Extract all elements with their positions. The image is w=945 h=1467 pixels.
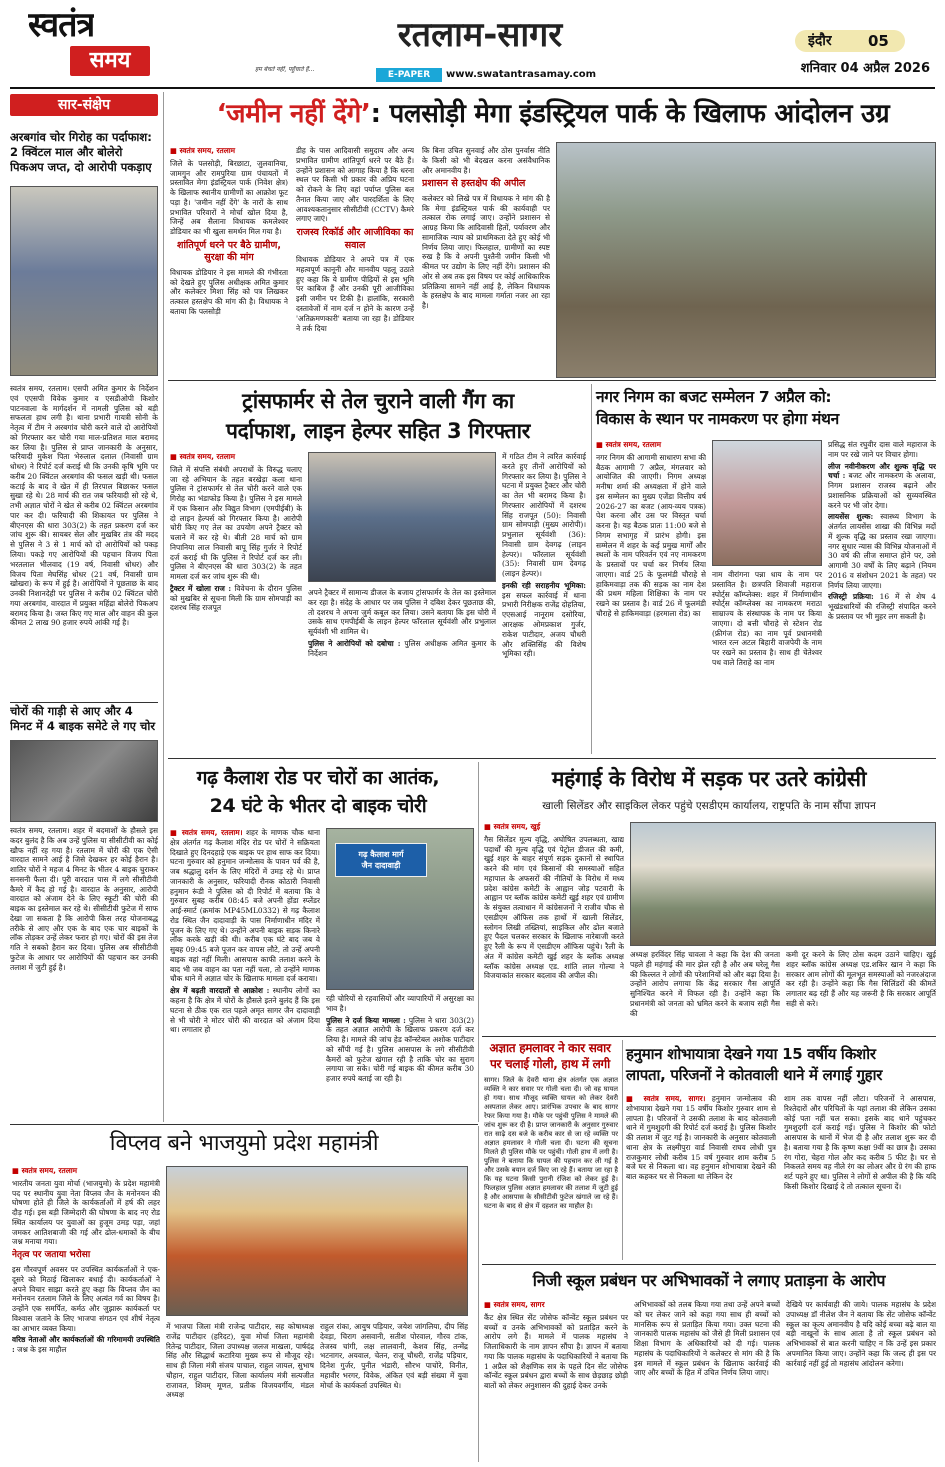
lead-protest-photo <box>556 142 936 378</box>
sidebar-story1-body: स्वतंत्र समय, रतलाम। एसपी अमित कुमार के निर्देशन एवं एएसपी विवेक कुमार व एसडीओपी किशोर पाटनवाला के मार्गदर्शन में नामली पुलिस को बड़ी सफलता हाथ लगी है। थाना प्रभारी गायत्री सोनी के नेतृत्व में टीम ने अरबगांव चोरी करने वाले दो आरोपियों को गिरफ्तार कर चोरी गया माल-प्रतिशत माल बरामद कर लिया है। पुलिस से प्राप्त जानकारी के अनुसार, फरियादी मुकेश पिता भेरुलाल दलाल (निवासी ग्राम धोधर) ने रिपोर्ट दर्ज कराई थी कि उनकी कृषि भूमि पर करीब 20 क्विंटल अरबगांव की फसल खड़ी थी। फसल कटाई के बाद वे खेत में ही तिरपाल बिछाकर फसल सुखा रहे थे। 28 मार्च की रात जब फरियादी सो रहे थे, तभी अज्ञात चोरों ने खेत से करीब 02 क्विंटल अरबगांव पार कर दी। फरियादी की शिकायत पर पुलिस ने बीएनएस की धारा 303(2) के तहत प्रकरण दर्ज कर जांच शुरू की। सायबर सेल और मुखबिर तंत्र की मदद से पुलिस ने 3 से 1 मार्च को दो आरोपियों को पकड़ लिया। पकड़े गए आरोपियों की पहचान विजय पिता भरतलाल भीलवाद (19 वर्ष, निवासी धोधर) और विजय पिता मेघसिंह धोधर (21 वर्ष, निवासी ग्राम खोखरा) के रूप में हुई है। आरोपियों ने पूछताछ के बाद उनकी निशानदेही पर पुलिस ने करीब 02 क्विंटल चोरी गया अरबगांव, वारदात में प्रयुक्त महिंद्रा बोलेरो पिकअप बरामद किया है। जब्त किए गए माल और वाहन की कुल कीमत 2 लाख 90 हजार रुपये आंकी गई है। <box>10 384 158 628</box>
sidebar-story2-headline: चोरों की गाड़ी से आए और 4 मिनट में 4 बाइक समेटे ले गए चोर <box>10 704 156 733</box>
congress-rally-photo <box>630 822 936 946</box>
transformer-column-3: में गठित टीम ने त्वरित कार्रवाई करते हुए तीनों आरोपियों को गिरफ्तार कर लिया है। पुलिस ने घटना में प्रयुक्त ट्रैक्टर और चोरी का तेल भी बरामद किया है। गिरफ्तार आरोपियों में दशरथ सिंह राजपूत (50): निवासी ग्राम सोमपाड़ी (मुख्य आरोपी)। प्रभुलाल सूर्यवंशी (36): निवासी ग्राम देवगढ़ (लाइन हेल्पर)। फॉरलाल सूर्यवंशी (35): निवासी ग्राम देवगढ़ (लाइन हेल्पर)। इनकी रही सराहनीय भूमिका: इस सफल कार्रवाई में थाना प्रभारी निरीक्षक राजेंद्र दोहतिया, एएसआई नानूराम दसोरिया, आरक्षक ओमप्रकाश गुर्जर, राकेश पाटीदार, अजय चौधरी और शक्तिसिंह की विशेष भूमिका रही। <box>502 452 586 659</box>
lead-headline-rest: : पलसोड़ी मेगा इंडस्ट्रियल पार्क के खिलाफ आंदोलन उग्र <box>370 99 890 129</box>
congress-headline: महंगाई के विरोध में सड़क पर उतरे कांग्रेसी <box>551 767 867 791</box>
page-number: 05 <box>868 32 889 50</box>
congress-column-1: ■ स्वतंत्र समय, खुई गैस सिलेंडर मूल्य वृद्धि, अघोषित उपलब्धता, खाद्य पदार्थों की मूल्य वृद्धि एवं पेट्रोल डीजल की कमी, खुई शहर के बाहर संपूर्ण सड़क दुकानों से स्थापित करने की मांग एवं किसानों की समस्याओं सहित महापाल के अफसरों की नीतियों के विरोध में मध्य प्रदेश कांग्रेस कमेटी के आह्वान जोड़ पटवारी के आह्वान पर ब्लॉक कांग्रेस कमेटी खुई शहर एवं ग्रामीण के संयुक्त तत्वाधान में कांग्रेसजनों ने राजीव चौक से एसडीएम ऑफिस तक हाथों में खाली सिलेंडर, स्लोगन लिखी तख्तियां, साइकिल और ढोल बजाते हुए पैदल चलकर सरकार के खिलाफ नारेबाजी करते हुए रैली के रूप में एसडीएम ऑफिस पहुंचे। रैली के अंत में कांग्रेस कमेटी खुई शहर के ब्लॉक अध्यक्ष ब्लॉक कांग्रेस अध्यक्ष एड. शांति लाल गोल्या ने विजयाकांत सरकार बदलाव की अपील की। <box>484 822 624 1032</box>
congress-bottom-rule <box>482 1036 936 1037</box>
private-school-top-rule <box>482 1264 936 1265</box>
lead-column-1: ■ स्वतंत्र समय, रतलाम जिले के पलसोड़ी, बिरछाटा, जुलवानिया, जामगुन और रामपुरिया ग्राम पंचायतों में प्रस्तावित मेगा इंडस्ट्रियल पार्क (निवेश क्षेत्र) के खिलाफ स्थानीय ग्रामीणों का आक्रोश फूट पड़ा है। 'जमीन नहीं देंगे' के नारों के साथ प्रभावित परिवारों ने मोर्चा खोल दिया है, जिन्हें अब सैलाना विधायक कमलेश्वर डोडियार का भी खुला समर्थन मिल गया है। शांतिपूर्ण धरने पर बैठे ग्रामीण, सुरक्षा की मांग विधायक डोडियार ने इस मामले की गंभीरता को देखते हुए पुलिस अधीक्षक अमित कुमार और कलेक्टर मिशा सिंह को पत्र लिखकर तत्काल हस्तक्षेप की मांग की है। विधायक ने बताया कि पलसोड़ी <box>170 146 288 376</box>
nagar-nigam-column-1: ■ स्वतंत्र समय, रतलाम नगर निगम की आगामी साधारण सभा की बैठक आगामी 7 अप्रैल, मंगलवार को आयोजित की जाएगी। निगम अध्यक्ष मनीषा शर्मा की अध्यक्षता में होने वाले इस सम्मेलन का मुख्य एजेंडा वित्तीय वर्ष 2026-27 का बजट (आय-व्यय पत्रक) पेश करना और उस पर विस्तृत चर्चा करना है। यह बैठक प्रातः 11:00 बजे से निगम सभागृह में प्रारंभ होगी। इस सम्मेलन में शहर के कई प्रमुख मार्गों और स्थलों के नाम परिवर्तन एवं नए नामकरण के प्रस्तावों पर चर्चा कर निर्णय लिया जाएगा। वार्ड 25 के फूलमंडी चौराहे से हाकिमवाड़ा तक की सड़क का नाम देश की प्रथम महिला शिक्षिका के नाम पर रखने का प्रस्ताव है। वार्ड 26 में फूलमंडी चौराहे से हाकिमवाड़ा (हरमाला रोड) का <box>596 440 706 756</box>
transformer-column-1: ■ स्वतंत्र समय, रतलाम जिले में संपत्ति संबंधी अपराधों के विरुद्ध चलाए जा रहे अभियान के तहत बरखेड़ा कला थाना पुलिस ने ट्रांसफार्मर से तेल चोरी करने वाले एक गिरोह का भंडाफोड़ किया है। पुलिस ने इस मामले में एक किसान और विद्युत विभाग (एमपीईबी) के दो लाइन हेल्पर्स को गिरफ्तार किया है। आरोपी चोरी किए गए तेल का उपयोग अपने ट्रैक्टर को चलाने में कर रहे थे। बीती 28 मार्च को ग्राम निपानिया लाल निवासी बापू सिंह गुर्जर ने रिपोर्ट दर्ज कराई थी कि पुलिस ने रिपोर्ट दर्ज कर ली। पुलिस ने बीएनएस की धारा 303(2) के तहत मामला दर्ज कर जांच शुरू की थी। ट्रैक्टर में खोला राज : विवेचना के दौरान पुलिस को मुखबिर से सूचना मिली कि ग्राम सोमपाड़ी का दशरथ सिंह राजपूत <box>170 452 302 752</box>
nagar-nigam-headline: नगर निगम का बजट सम्मेलन 7 अप्रैल को: विकास के स्थान पर नामकरण पर होगा मंथन <box>596 388 839 428</box>
hanuman-headline: हनुमान शोभायात्रा देखने गया 15 वर्षीय किशोर लापता, परिजनों ने कोतवाली थाने में लगाई गुहार <box>626 1045 883 1084</box>
transformer-photo <box>308 452 496 582</box>
lead-bottom-rule <box>168 380 936 381</box>
sidebar-divider <box>10 702 158 703</box>
ajnat-hamlavar-headline: अज्ञात हमलावर ने कार सवार पर चलाई गोली, हाथ में लगी <box>489 1041 611 1071</box>
gadh-kailash-photo <box>326 828 474 990</box>
transformer-column-2: अपने ट्रैक्टर में सामान्य डीजल के बजाय ट्रांसफार्मर के तेल का इस्तेमाल कर रहा है। संदेह के आधार पर जब पुलिस ने दबिश देकर पूछताछ की, तो दशरथ ने अपना जुर्म कबूल कर लिया। उसने बताया कि इस चोरी में उसके साथ एमपीईबी के लाइन हेल्पर फॉरलाल सूर्यवंशी और प्रभुलाल सूर्यवंशी भी शामिल थे। पुलिस ने आरोपियों को दबोचा : पुलिस अधीक्षक अमित कुमार के निर्देशन <box>308 588 496 658</box>
private-school-headline: निजी स्कूल प्रबंधन पर अभिभावकों ने लगाए प्रताड़ना के आरोप <box>532 1271 886 1290</box>
lead-byline: ■ स्वतंत्र समय, रतलाम <box>170 146 288 156</box>
private-school-column-2: अभिभावकों को तलब किया गया तथा उन्हें अपने बच्चों को घर लेकर जाने को कहा गया साथ ही बच्चों को मानसिक रूप से प्रताड़ित किया गया। उक्त घटना की जानकारी पालक महासंघ को जैसे ही मिली प्रशासन एवं शिक्षा विभाग के अधिकारियों को दी गई। पालक महासंघ के पदाधिकारियों ने कलेक्टर से मांग की है कि इस मामले में स्कूल प्रबंधन के खिलाफ कार्रवाई की जाए और बच्चों के हित में उचित निर्णय लिया जाए। <box>634 1300 780 1378</box>
epaper-label: E-PAPER <box>376 68 442 82</box>
hanuman-column-2: शाम तक वापस नहीं लौटा। परिजनों ने आसपास, रिश्तेदारों और परिचितों के यहां तलाश की लेकिन उसका कोई पता नहीं चल सका। इसके बाद थाने पहुंचकर गुमशुदगी दर्ज कराई गई। पुलिस ने किशोर की फोटो आसपास के थानों में भेज दी है और तलाश शुरू कर दी है। बताया गया है कि कृष्ण कक्षा 9वीं का छात्र है। उसका रंग गोरा, चेहरा गोल और कद करीब 5 फीट है। घर से निकलते समय वह नीले रंग का लोअर और ग्रे रंग की हाफ शर्ट पहने हुए था। पुलिस ने लोगों से अपील की है कि यदि किसी किशोर दिखाई दे तो तत्काल सूचना दें। <box>784 1094 936 1191</box>
masthead <box>0 0 945 88</box>
gadh-kailash-headline: गढ़ कैलाश रोड पर चोरों का आतंक, 24 घंटे के भीतर दो बाइक चोरी <box>196 767 440 817</box>
gadh-kailash-column-1: ■ स्वतंत्र समय, रतलाम। शहर के माणक चौक थाना क्षेत्र अंतर्गत गढ़ कैलाश मंदिर रोड पर चोरों ने सक्रियता दिखाते हुए दिनदहाड़े एक बाइक पर हाथ साफ कर दिया। घटना गुरुवार को हनुमान जन्मोत्सव के पावन पर्व की है, जब श्रद्धालु दर्शन के लिए मंदिरों में उमड़ रहे थे। प्राप्त जानकारी के अनुसार, फरियादी रौनक कोठारी निवासी हनुमान रूंडी ने पुलिस को दी रिपोर्ट में बताया कि वे गुरुवार सुबह करीब 08:45 बजे अपनी होंडा स्प्लेंडर आई-स्मार्ट (क्रमांक MP45ML0332) से गढ़ कैलाश रोड स्थित जैन दादावाड़ी के पास निर्माणाधीन मंदिर में पूजन के लिए गए थे। उन्होंने अपनी बाइक सड़क किनारे लॉक करके खड़ी की थी। करीब एक घंटे बाद जब वे सुबह 09:45 बजे पूजन कर वापस लौटे, तो उन्हें अपनी बाइक वहां नहीं मिली। आसपास काफी तलाश करने के बाद भी जब वाहन का पता नहीं चला, तो उन्होंने माणक चौक थाने में अज्ञात चोर के खिलाफ मामला दर्ज कराया। क्षेत्र में बढ़ती वारदातों से आक्रोश : स्थानीय लोगों का कहना है कि क्षेत्र में चोरों के हौसले इतने बुलंद हैं कि इस घटना से ठीक एक रात पहले अमृत सागर जैन दादावाड़ी से भी चोरी ने मोटर चोरी की वारदात को अंजाम दिया था। लगातार हो <box>170 828 320 1122</box>
lead-column-3: कि बिना उचित सुनवाई और ठोस पुनर्वास नीति के किसी को भी बेदखल करना असंवैधानिक और अमानवीय है। प्रशासन से हस्तक्षेप की अपील कलेक्टर को लिखे पत्र में विधायक ने मांग की है कि मेगा इंडस्ट्रियल पार्क की कार्यवाही पर तत्काल रोक लगाई जाए। उन्होंने प्रशासन से आग्रह किया कि आदिवासी हितों, पर्यावरण और सामाजिक न्याय को प्राथमिकता देते हुए कोई भी निर्णय लिया जाए। फिलहाल, ग्रामीणों का स्पष्ट रुख है कि वे अपनी पुश्तैनी जमीन किसी भी कीमत पर उद्योग के लिए नहीं देंगे। प्रशासन की ओर से अब तक इस विषय पर कोई आधिकारिक प्रतिक्रिया सामने नहीं आई है, लेकिन विधायक के हस्तक्षेप के बाद मामला गर्माता नजर आ रहा है। <box>422 146 550 311</box>
viplav-celebration-photo <box>166 1166 468 1316</box>
congress-column-2: अध्यक्ष हरविंदर सिंह चावला ने कहा कि देश की जनता पहले ही महंगाई की मार झेल रही है और अब घरेलू गैस की किल्लत ने लोगों की परेशानियों को और बढ़ा दिया है। उन्होंने आरोप लगाया कि केंद्र सरकार गैस आपूर्ति सुनिश्चित करने में विफल रही है। उन्होंने कहा कि प्रधानमंत्री को जनता को भ्रमित करने के बजाय सही गैस की <box>630 950 780 1018</box>
sidebar-vertical-rule <box>163 92 164 1122</box>
transformer-headline: ट्रांसफार्मर से तेल चुराने वाली गैंग का पर्दाफाश, लाइन हेल्पर सहित 3 गिरफ्तार <box>225 389 531 443</box>
lead-column-2: डीह के पास आदिवासी समुदाय और अन्य प्रभावित ग्रामीण शांतिपूर्ण धरने पर बैठे हैं। उन्होंने प्रशासन को आगाह किया है कि धरना स्थल पर किसी भी प्रकार की अप्रिय घटना को रोकने के लिए वहां पर्याप्त पुलिस बल तैनात किया जाए और पारदर्शिता के लिए आवश्यकतानुसार सीसीटीवी (CCTV) कैमरे लगाए जाएं। राजस्व रिकॉर्ड और आजीविका का सवाल विधायक डोडियार ने अपने पत्र में एक महत्वपूर्ण कानूनी और मानवीय पहलू उठाते हुए कहा कि ये ग्रामीण पीढ़ियों से इस भूमि पर काबिज हैं और उनकी पूरी आजीविका इसी जमीन पर टिकी है। हालांकि, सरकारी दस्तावेजों में नाम दर्ज न होने के कारण उन्हें 'अतिक्रमणकारी' बताया जा रहा है। डोडियार ने तर्क दिया <box>296 146 414 333</box>
issue-date: शनिवार 04 अप्रैल 2026 <box>800 61 930 76</box>
congress-column-3: कमी दूर करने के लिए ठोस कदम उठाने चाहिए। खुई शहर ब्लॉक कांग्रेस अध्यक्ष एड.शकिर खान ने कहा कि सरकार आम लोगों की मूलभूत समस्याओं को नजरअंदाज कर रही है। उन्होंने कहा कि गैस सिलिंडरों की कीमतें लगातार बढ़ रही हैं और यह जरूरी है कि सरकार आपूर्ति सही से करे। <box>786 950 936 1008</box>
hanuman-column-1: ■ स्वतंत्र समय, सागर। हनुमान जन्मोत्सव की शोभायात्रा देखने गया 15 वर्षीय किशोर गुरुवार शाम से लापता है। परिजनों ने उसकी तलाश के बाद कोतवाली थाने में गुमशुदगी की रिपोर्ट दर्ज कराई है। पुलिस किशोर की तलाश में जुट गई है। जानकारी के अनुसार कोतवाली थाना क्षेत्र के लक्ष्मीपुरा वार्ड निवासी राघव लोधी पुत्र राजकुमार लोधी करीब 15 वर्ष गुरुवार शाम करीब 5 बजे घर से निकला था। वह हनुमान शोभायात्रा देखने की बात कहकर घर से निकला था लेकिन देर <box>626 1094 776 1260</box>
ajnat-right-rule <box>622 1040 623 1260</box>
viplav-column-2: में भाजपा जिला मंत्री राजेन्द्र पाटीदार, सह कोषाध्यक्ष राजेंद्र पाटीदार (हरिदट), युवा मोर्चा जिला महामंत्री रितेन्द्र पाटीदार, जिला उपाध्यक्ष जलज माखला, पार्षदंद्र सिंह और सिद्धार्थ कटारिया मुख्य रूप से मौजूद रहे। साथ ही जिला मंत्री संजय पाचाल, राहुल जायल, सुभाष चौहान, राहुल पाटीदार, जिला कार्यालय मंत्री सत्यजीत राजावत, शिवम् मूणत, प्रतीक विजयवर्गीय, मंडल अध्यक्ष <box>166 1322 314 1400</box>
tagline: हम बेचते नहीं, पहुँचाते हैं... <box>255 66 315 73</box>
city-label: इंदौर <box>808 33 832 49</box>
ajnat-hamlavar-body: सागर। जिले के देवरी थाना क्षेत्र अंतर्गत एक अज्ञात व्यक्ति ने कार सवार पर गोली चला दी। जो वह घायल हो गया। साथ मौजूद व्यक्ति घायल को लेकर देवरी अस्पताल लेकर आए। प्रारंभिक उपचार के बाद सागर रेफर किया गया है। मौके पर पहुंची पुलिस ने मामले की जांच शुरू कर दी है। प्राप्त जानकारी के अनुसार गुरुवार रात साढ़े दस बजे के करीब कार से जा रहे व्यक्ति पर अज्ञात हमलावर ने गोली चला दी। घटना की सूचना मिलते ही पुलिस मौके पर पहुंची। गोली हाथ में लगी है। पुलिस ने बताया कि घायल की पहचान कर ली गई है और उसके बयान दर्ज किए जा रहे हैं। बताया जा रहा है कि यह घटना किसी पुरानी रंजिश को लेकर हुई है। फिलहाल पुलिस अज्ञात हमलावर की तलाश में जुटी हुई है और आसपास के सीसीटीवी फुटेज खंगाले जा रहे हैं। घटना के बाद से क्षेत्र में दहशत का माहौल है। <box>484 1076 618 1210</box>
mid-rule <box>168 758 936 759</box>
viplav-headline: विप्लव बने भाजयुमो प्रदेश महामंत्री <box>109 1131 379 1156</box>
transformer-right-rule <box>591 384 592 754</box>
private-school-column-1: ■ स्वतंत्र समय, सागर कैंट क्षेत्र स्थित सेंट जोसेफ कॉन्वेंट स्कूल प्रबंधन पर बच्चों व उनके अभिभावकों को प्रताड़ित करने के आरोप लगे हैं। मामले में पालक महासंघ ने जिलाधिकारी के नाम ज्ञापन सौंपा है। ज्ञापन में बताया गया कि पालक महासंघ के पदाधिकारियों ने बताया कि 1 अप्रैल को शैक्षणिक सत्र के पहले दिन सेंट जोसेफ कॉन्वेंट स्कूल प्रबंधन द्वारा बच्चों के साथ छेड़छाड़ छोड़ी बातों को लेकर अनुशासन की दुहाई देकर उनके <box>484 1300 628 1462</box>
nagar-nigam-building-photo <box>712 440 822 566</box>
edition-title: रतलाम-सागर <box>397 15 563 55</box>
gadh-kailash-column-2: रही चोरियों से रहवासियों और व्यापारियों में असुरक्षा का भाव है। पुलिस ने दर्ज किया मामला : पुलिस ने धारा 303(2) के तहत अज्ञात आरोपी के खिलाफ प्रकरण दर्ज कर लिया है। मामले की जांच हेड कॉन्स्टेबल अशोक पाटीदार को सौंपी गई है। पुलिस आसपास के लगे सीसीटीवी कैमरों को फुटेज खंगाल रही है ताकि चोर का सुराग लगाया जा सके। चोरी गई बाइक की कीमत करीब 30 हजार रुपये बताई जा रही है। <box>326 994 474 1084</box>
viplav-column-3: राहुल रांका, आयुष पड़ियार, जयेश जांगलिया, दीप सिंह देवड़ा, चिराग असवानी, सतीश पोरवाल, गौरव टांक, तेजस्व चांगी, लक्ष लालवानी, केशव सिंह, तन्मेंद्र भटनागर, अयवाल, चेतन, राजू चौधरी, राजेंद्र पड़ियार, दिनेश गुर्जर, पुनीत भंडारी, सौरभ पाचोरे, विनीत, महावीर भरगर, विवेक, अंकित एवं बड़ी संख्या में युवा मोर्चा के कार्यकर्ता उपस्थित थे। <box>320 1322 468 1390</box>
sidebar-story2-photo <box>10 740 158 822</box>
website-url[interactable]: www.swatantrasamay.com <box>446 69 597 80</box>
nagar-nigam-column-2: नाम वीरांगना पन्ना धाय के नाम पर प्रस्तावित है। छत्रपति शिवाजी महाराज स्पोर्ट्स कॉम्प्लेक्स: शहर में निर्माणाधीन स्पोर्ट्स कॉम्प्लेक्स का नामकरण मराठा साम्राज्य के संस्थापक के नाम पर किया जाएगा। दो बत्ती चौराहे से स्टेशन रोड (फ्रीगंज रोड) का नाम पूर्व प्रधानमंत्री भारत रत्न अटल बिहारी वाजपेयी के नाम पर रखने का प्रस्ताव है। साथ ही चेतेश्वर पथ वाले तिराहे का नाम <box>712 570 822 667</box>
viplav-right-rule <box>478 1126 479 1462</box>
sar-sankshep-title: सार-संक्षेप <box>10 94 158 116</box>
logo-line1: स्वतंत्र <box>28 6 95 44</box>
viplav-column-1: ■ स्वतंत्र समय, रतलाम भारतीय जनता युवा मोर्चा (भाजयुमो) के प्रदेश महामंत्री पद पर स्थानीय युवा नेता विप्लव जैन के मनोनयन की घोषणा होते ही जिले के कार्यकर्ताओं में हर्ष की लहर दौड़ गई। इस बड़ी जिम्मेदारी की घोषणा के बाद नए रोड स्थित कार्यालय पर युवाओं का हुजूम उमड़ पड़ा, जहां जमकर आतिशबाजी की गई और ढोल-धमाकों के बीच जश्न मनाया गया। नेतृत्व पर जताया भरोसा इस गौरवपूर्ण अवसर पर उपस्थित कार्यकर्ताओं ने एक-दूसरे को मिठाई खिलाकर बधाई दी। कार्यकर्ताओं ने अपने विचार साझा करते हुए कहा कि विप्लव जैन का मनोनयन रतलाम जिले के लिए अत्यंत गर्व का विषय है। उन्होंने एक समर्पित, कर्मठ और जुझारू कार्यकर्ता पर विश्वास जताने के लिए भाजपा संगठन एवं शीर्ष नेतृत्व का आभार व्यक्त किया। वरिष्ठ नेताओं और कार्यकर्ताओं की गरिमामयी उपस्थिति : जश्न के इस माहौल <box>12 1166 160 1462</box>
masthead-divider <box>10 87 935 89</box>
nagar-nigam-column-3: प्रसिद्ध संत रघुवीर दास वाले महाराज के नाम पर रखे जाने पर विचार होगा। लीज नवीनीकरण और शुल्क वृद्धि पर चर्चा : बजट और नामकरण के अलावा, निगम प्रशासन राजस्व बढ़ाने और प्रशासनिक प्रक्रियाओं को सुव्यवस्थित करने पर भी जोर देगा। लायसेंस शुल्क: स्वास्थ्य विभाग के अंतर्गत लायसेंस शाखा की विभिन्न मदों में शुल्क वृद्धि का प्रस्ताव रखा जाएगा। नगर सुधार न्यास की विभिन्न योजनाओं में 30 वर्ष की लीज समाप्त होने पर, उसे आगामी 30 वर्षों के लिए बढ़ाने (नियम 2016 व संशोधन 2021 के तहत) पर निर्णय लिया जाएगा। रजिस्ट्री प्रक्रिया: 16 में से शेष 4 भूखंडधारियों की रजिस्ट्री संपादित करने के प्रस्ताव पर भी मुहर लग सकती है। <box>828 440 936 622</box>
sidebar-story1-headline: अरबगांव चोर गिरोह का पर्दाफाश: 2 क्विंटल माल और बोलेरो पिकअप जप्त, दो आरोपी पकड़ाए <box>10 130 152 174</box>
lead-headline <box>168 96 938 132</box>
gadh-kailash-right-rule <box>478 762 479 1122</box>
road-sign: गढ़ कैलाश मार्ग जैन दादावाड़ी <box>335 843 427 877</box>
sidebar-story1-photo <box>10 186 158 376</box>
lead-headline-quote: ‘जमीन नहीं देंगे’ <box>216 99 371 129</box>
congress-subhead: खाली सिलेंडर और साइकिल लेकर पहुंचे एसडीएम कार्यालय, राष्ट्रपति के नाम सौंपा ज्ञापन <box>542 800 876 812</box>
left-bottom-rule <box>10 1124 478 1125</box>
sidebar-story2-body: स्वतंत्र समय, रतलाम। शहर में बदमाशों के हौसले इस कदर बुलंद है कि अब उन्हें पुलिस या सीसीटीवी का कोई खौफ नहीं रह गया है। रतलाम में चोरी की एक ऐसी वारदात सामने आई है जिसे देखकर हर कोई हैरान है। शातिर चोरों ने महज 4 मिनट के भीतर 4 बाइक चुराकर सनसनी फैला दी। पूरी वारदात पास में लगे सीसीटीवी कैमरे में कैद हो गई है। वारदात के अनुसार, आरोपी वारदात को अंजाम देने के लिए स्कूटी की चोरी की बाइक का इस्तेमाल कर रहे थे। सीसीटीवी फुटेज में साफ देखा जा सकता है कि आरोपी किस तरह योजनाबद्ध तरीके से आए और एक के बाद एक चार बाइकों के लॉक तोड़कर उन्हें लेकर फरार हो गए। चोरों की इस तेज गति ने सबको हैरान कर दिया। पुलिस अब सीसीटीवी फुटेज के आधार पर आरोपियों की पहचान कर उनकी तलाश में जुटी हुई है। <box>10 826 158 972</box>
logo-line2: समय <box>70 46 150 76</box>
private-school-column-3: देखिये पर कार्यवाही की जाये। पालक महासंघ के प्रदेश उपाध्यक्ष डॉ नीलेश जैन ने बताया कि सेंट जोसेफ कॉन्वेंट स्कूल का कृत्य अमानवीय है यदि कोई बच्चा बढ़े बाल या बड़ी नाखूनों के साथ आता है तो स्कूल प्रबंधन को अभिभावकों से बात करनी चाहिए न कि उन्हें इस प्रकार अपमानित किया जाए। उन्होंने कहा कि जल्द ही इस पर कार्रवाई नहीं हुई तो महासंघ आंदोलन करेगा। <box>786 1300 936 1368</box>
